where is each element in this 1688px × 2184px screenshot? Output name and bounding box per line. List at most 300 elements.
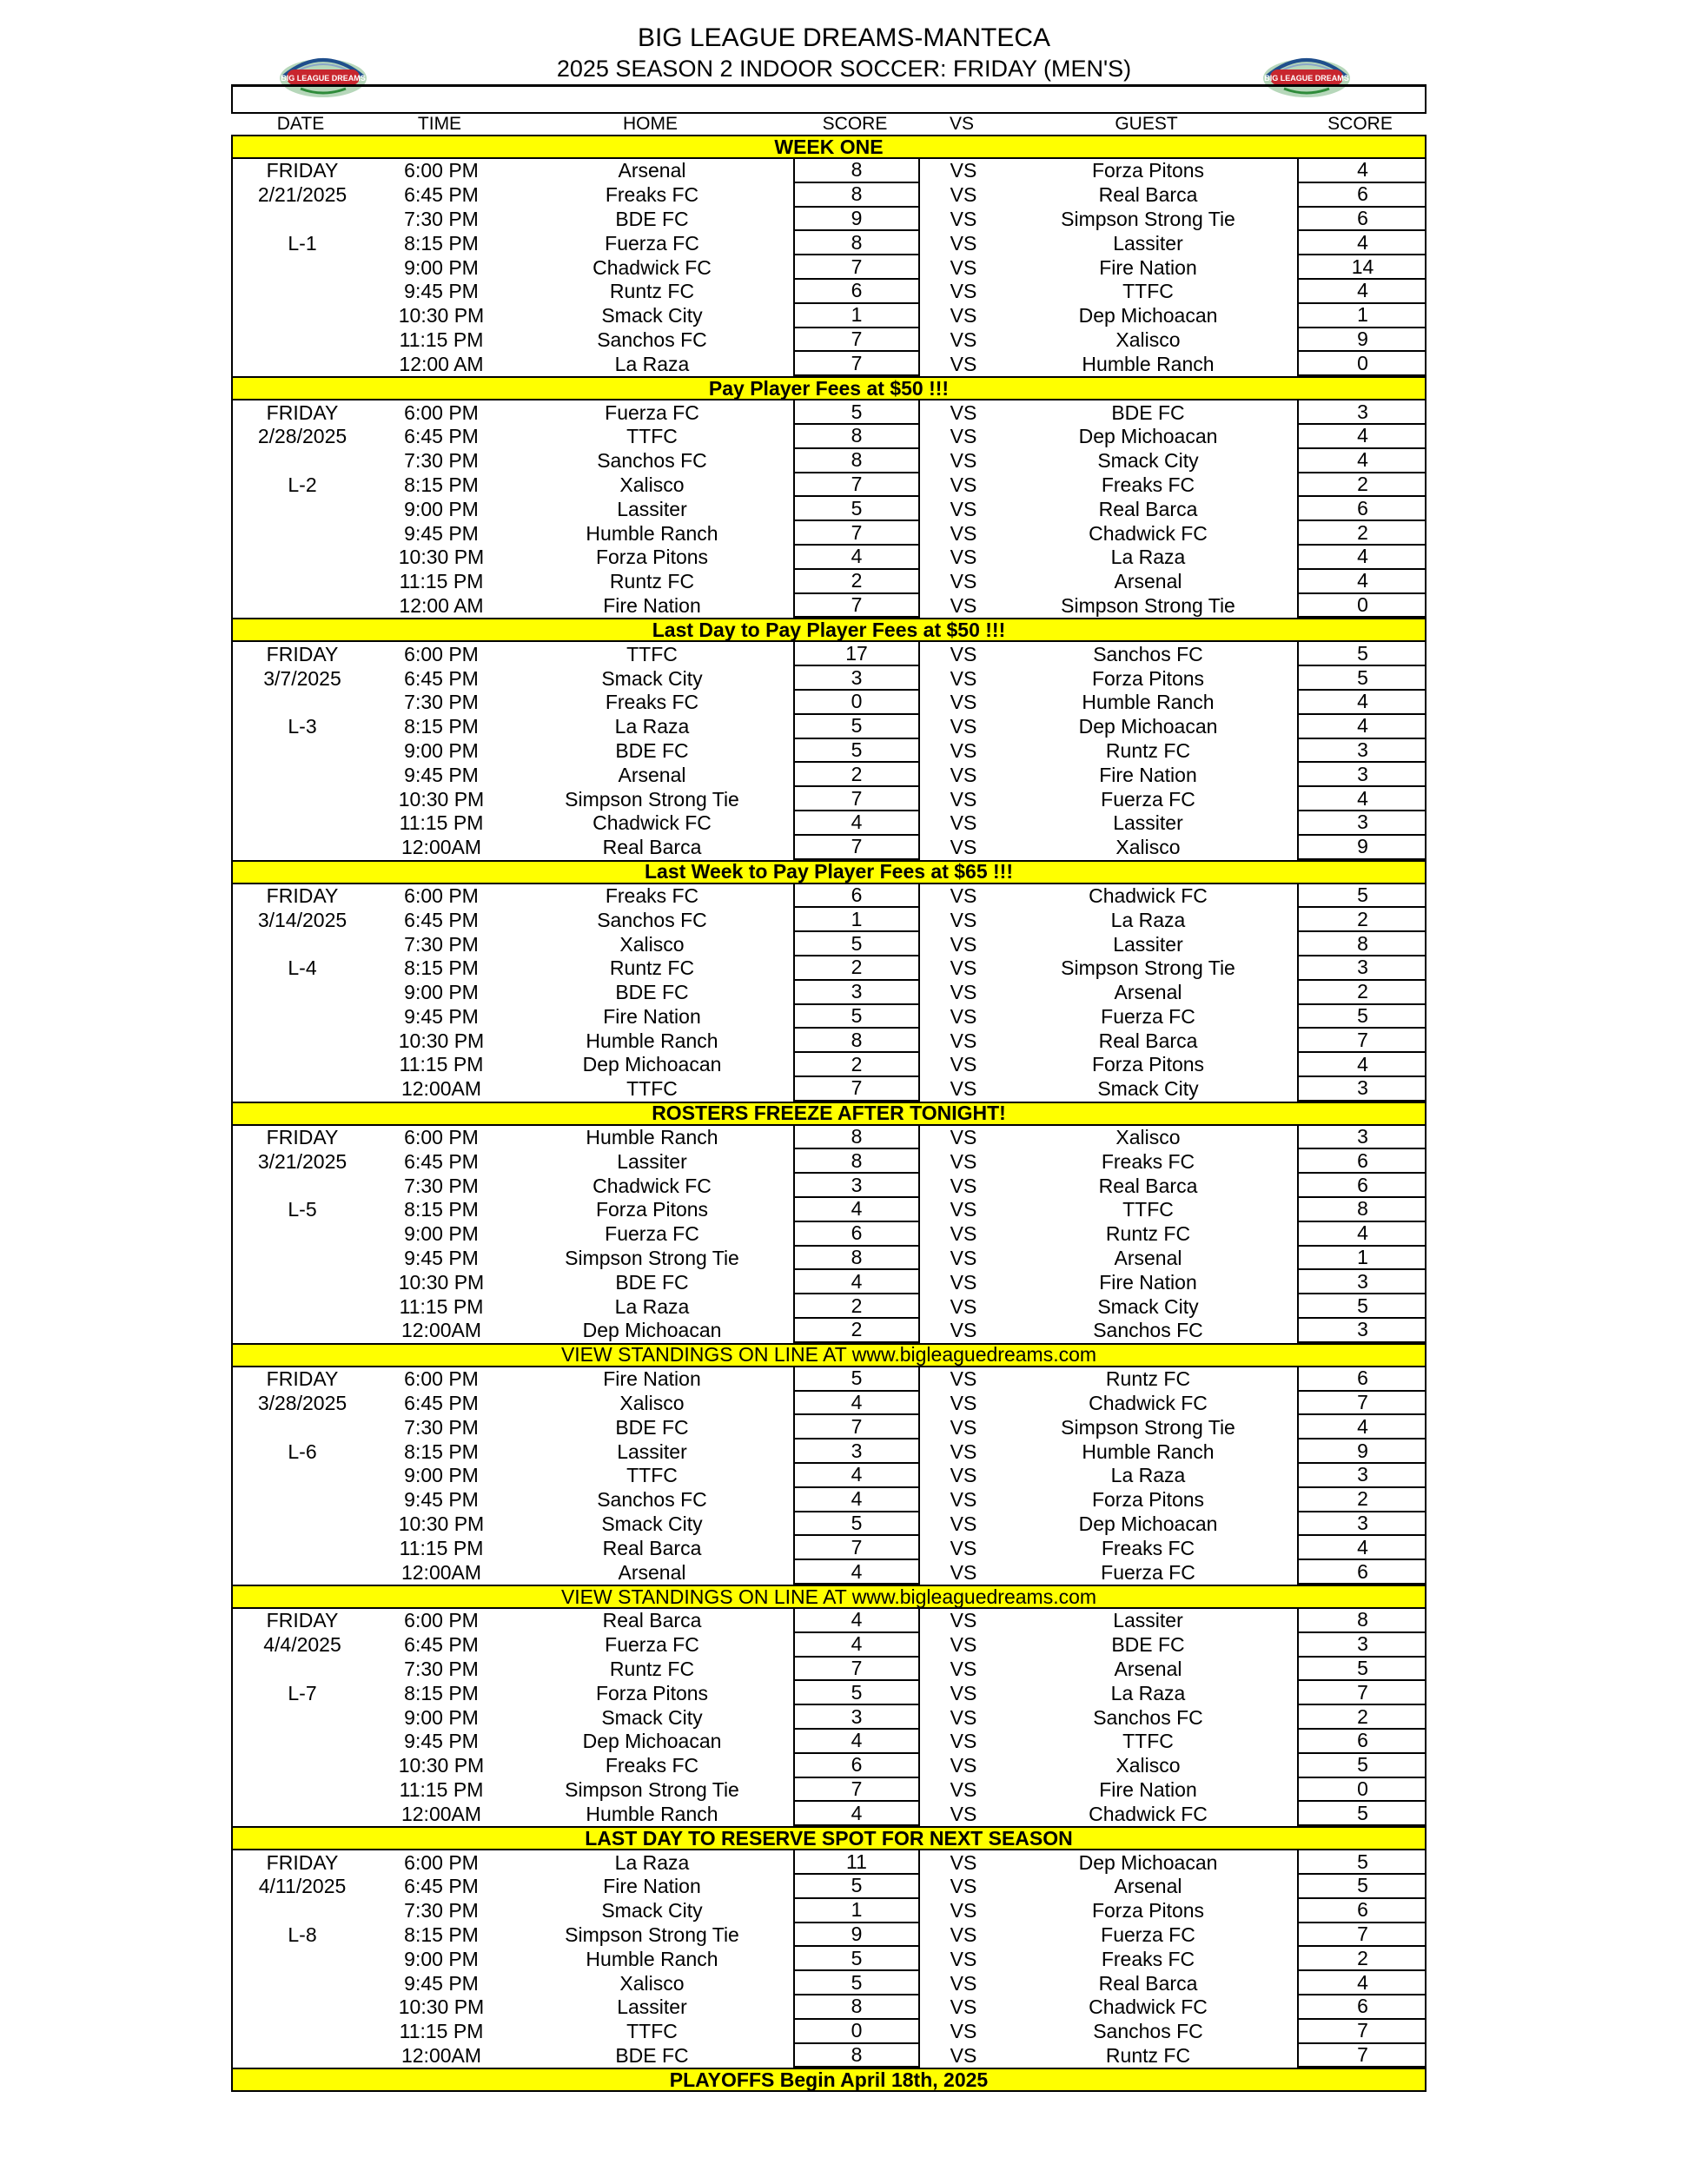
time-cell: 6:45 PM xyxy=(404,1392,479,1415)
guest-team-cell: Fuerza FC xyxy=(1101,1923,1195,1946)
date-cell xyxy=(233,1247,372,1271)
guest-team-cell: Simpson Strong Tie xyxy=(1061,593,1235,617)
guest-score-cell: 2 xyxy=(1297,1947,1427,1971)
time-cell: 6:45 PM xyxy=(404,1149,479,1173)
vs-cell: VS xyxy=(950,183,977,207)
guest-team-cell: Xalisco xyxy=(1115,1126,1181,1149)
time-cell: 12:00AM xyxy=(400,1802,482,1825)
home-score-cell: 5 xyxy=(793,1875,920,1899)
home-score-cell: 2 xyxy=(793,1053,920,1077)
home-team-cell: Humble Ranch xyxy=(586,1947,718,1970)
guest-score-cell: 7 xyxy=(1297,1681,1427,1705)
guest-team-cell: Dep Michoacan xyxy=(1078,304,1218,328)
time-cell: 7:30 PM xyxy=(404,1174,479,1197)
guest-team-cell: Real Barca xyxy=(1098,183,1198,207)
time-cell: 10:30 PM xyxy=(398,787,485,811)
home-score-cell: 2 xyxy=(793,570,920,594)
vs-cell: VS xyxy=(950,1174,977,1197)
home-team-cell: Simpson Strong Tie xyxy=(565,1778,739,1801)
guest-team-cell: Forza Pitons xyxy=(1091,1053,1205,1076)
guest-score-cell: 5 xyxy=(1297,1294,1427,1319)
date-cell xyxy=(233,570,372,594)
guest-score-cell: 6 xyxy=(1297,497,1427,521)
home-score-cell: 8 xyxy=(793,449,920,473)
date-cell xyxy=(233,1947,372,1971)
game-row xyxy=(233,1319,1428,1343)
date-cell xyxy=(233,1512,372,1537)
vs-cell: VS xyxy=(950,280,977,303)
vs-cell: VS xyxy=(950,1464,977,1487)
date-cell xyxy=(233,1464,372,1488)
guest-team-cell: Lassiter xyxy=(1113,231,1183,255)
home-team-cell: Smack City xyxy=(601,1899,703,1923)
guest-score-cell: 4 xyxy=(1297,1971,1427,1995)
guest-team-cell: Humble Ranch xyxy=(1082,691,1215,714)
time-cell: 9:45 PM xyxy=(404,1004,479,1028)
home-score-cell: 11 xyxy=(793,1850,920,1875)
game-row xyxy=(233,1560,1428,1585)
date-cell xyxy=(233,1995,372,2020)
home-score-cell: 0 xyxy=(793,691,920,715)
guest-score-cell: 1 xyxy=(1297,304,1427,328)
guest-score-cell: 2 xyxy=(1297,1705,1427,1730)
game-row xyxy=(233,1247,1428,1271)
section-banner: Last Week to Pay Player Fees at $65 !!! xyxy=(231,860,1427,884)
svg-text:BIG LEAGUE DREAMS: BIG LEAGUE DREAMS xyxy=(281,74,366,83)
guest-score-cell: 14 xyxy=(1297,255,1427,280)
game-row xyxy=(233,570,1428,594)
home-score-cell: 4 xyxy=(793,811,920,836)
vs-cell: VS xyxy=(950,1270,977,1294)
game-row xyxy=(233,1754,1428,1778)
vs-cell: VS xyxy=(950,738,977,762)
game-row xyxy=(233,1730,1428,1754)
home-score-cell: 2 xyxy=(793,956,920,981)
vs-cell: VS xyxy=(950,1754,977,1777)
time-cell: 6:45 PM xyxy=(404,666,479,690)
guest-team-cell: BDE FC xyxy=(1111,1633,1185,1657)
guest-score-cell: 6 xyxy=(1297,1174,1427,1198)
vs-cell: VS xyxy=(950,787,977,811)
guest-team-cell: Dep Michoacan xyxy=(1078,425,1218,448)
guest-team-cell: Fire Nation xyxy=(1099,1778,1197,1801)
date-cell: 3/21/2025 xyxy=(257,1149,348,1173)
guest-team-cell: Smack City xyxy=(1097,1294,1199,1318)
time-cell: 6:00 PM xyxy=(404,884,479,907)
time-cell: 6:00 PM xyxy=(404,1850,479,1874)
home-team-cell: Chadwick FC xyxy=(592,1174,712,1197)
home-team-cell: Arsenal xyxy=(618,1560,686,1584)
date-cell: 2/21/2025 xyxy=(257,183,348,207)
time-cell: 11:15 PM xyxy=(399,1778,484,1801)
home-team-cell: Forza Pitons xyxy=(595,1681,709,1704)
home-score-cell: 9 xyxy=(793,1923,920,1948)
guest-score-cell: 0 xyxy=(1297,352,1427,376)
game-row xyxy=(233,449,1428,473)
game-row xyxy=(233,715,1428,739)
guest-team-cell: Simpson Strong Tie xyxy=(1061,207,1235,230)
home-score-cell: 7 xyxy=(793,1536,920,1560)
week-block xyxy=(231,1609,1427,1826)
time-cell: 12:00 AM xyxy=(399,593,484,617)
col-guest-score: SCORE xyxy=(1327,114,1393,134)
game-row xyxy=(233,1149,1428,1174)
time-cell: 9:00 PM xyxy=(404,1464,479,1487)
guest-team-cell: Xalisco xyxy=(1115,1754,1181,1777)
date-cell xyxy=(233,1536,372,1560)
home-score-cell: 1 xyxy=(793,908,920,932)
home-score-cell: 2 xyxy=(793,1294,920,1319)
home-score-cell: 7 xyxy=(793,473,920,498)
vs-cell: VS xyxy=(950,981,977,1004)
date-cell: FRIDAY xyxy=(266,1126,339,1149)
vs-cell: VS xyxy=(950,1971,977,1995)
time-cell: 6:00 PM xyxy=(404,1126,479,1149)
guest-score-cell: 3 xyxy=(1297,1512,1427,1537)
time-cell: 9:00 PM xyxy=(404,1705,479,1729)
game-row xyxy=(233,691,1428,715)
home-team-cell: Runtz FC xyxy=(609,280,695,303)
time-cell: 9:45 PM xyxy=(404,763,479,786)
guest-score-cell: 4 xyxy=(1297,570,1427,594)
time-cell: 8:15 PM xyxy=(404,1681,479,1704)
vs-cell: VS xyxy=(950,328,977,351)
date-cell xyxy=(233,449,372,473)
home-score-cell: 0 xyxy=(793,2020,920,2044)
time-cell: 11:15 PM xyxy=(399,1053,484,1076)
guest-team-cell: Freaks FC xyxy=(1101,1947,1195,1970)
guest-team-cell: Xalisco xyxy=(1115,836,1181,859)
home-score-cell: 6 xyxy=(793,1222,920,1247)
home-score-cell: 5 xyxy=(793,739,920,764)
week-block xyxy=(231,1367,1427,1585)
guest-score-cell: 3 xyxy=(1297,1319,1427,1343)
guest-score-cell: 7 xyxy=(1297,1923,1427,1948)
game-row xyxy=(233,1705,1428,1730)
game-row xyxy=(233,884,1428,909)
guest-team-cell: Xalisco xyxy=(1115,328,1181,351)
time-cell: 9:45 PM xyxy=(404,1488,479,1512)
guest-score-cell: 4 xyxy=(1297,1536,1427,1560)
guest-team-cell: TTFC xyxy=(1122,280,1174,303)
date-cell: FRIDAY xyxy=(266,159,339,182)
guest-team-cell: Fuerza FC xyxy=(1101,1004,1195,1028)
home-score-cell: 7 xyxy=(793,1658,920,1682)
guest-team-cell: Smack City xyxy=(1097,1077,1199,1101)
home-team-cell: TTFC xyxy=(626,642,678,665)
guest-team-cell: Freaks FC xyxy=(1101,473,1195,496)
vs-cell: VS xyxy=(950,642,977,665)
time-cell: 9:45 PM xyxy=(404,1971,479,1995)
col-home: HOME xyxy=(623,114,678,134)
guest-team-cell: Smack City xyxy=(1097,449,1199,473)
home-team-cell: Real Barca xyxy=(602,1609,702,1632)
home-team-cell: Humble Ranch xyxy=(586,1029,718,1052)
guest-team-cell: Simpson Strong Tie xyxy=(1061,1415,1235,1439)
home-team-cell: Smack City xyxy=(601,1512,703,1536)
game-row xyxy=(233,642,1428,666)
home-team-cell: Forza Pitons xyxy=(595,1198,709,1221)
guest-score-cell: 7 xyxy=(1297,1392,1427,1416)
date-cell xyxy=(233,304,372,328)
blank-row xyxy=(231,87,1427,114)
guest-team-cell: Chadwick FC xyxy=(1089,1802,1208,1825)
game-row xyxy=(233,1053,1428,1077)
time-cell: 9:45 PM xyxy=(404,280,479,303)
date-cell xyxy=(233,2044,372,2068)
date-cell xyxy=(233,352,372,376)
guest-team-cell: La Raza xyxy=(1110,1464,1186,1487)
date-cell xyxy=(233,1029,372,1053)
home-score-cell: 8 xyxy=(793,425,920,449)
time-cell: 11:15 PM xyxy=(399,2020,484,2043)
section-banner: VIEW STANDINGS ON LINE AT www.bigleaguedreams.com xyxy=(231,1585,1427,1609)
guest-score-cell: 5 xyxy=(1297,1658,1427,1682)
vs-cell: VS xyxy=(950,546,977,569)
guest-score-cell: 3 xyxy=(1297,739,1427,764)
game-row xyxy=(233,425,1428,449)
home-team-cell: TTFC xyxy=(626,425,678,448)
guest-team-cell: Runtz FC xyxy=(1105,2043,1191,2067)
col-vs: VS xyxy=(949,114,974,134)
guest-score-cell: 7 xyxy=(1297,2044,1427,2068)
guest-team-cell: Forza Pitons xyxy=(1091,666,1205,690)
time-cell: 11:15 PM xyxy=(399,570,484,593)
home-score-cell: 4 xyxy=(793,1730,920,1754)
home-score-cell: 4 xyxy=(793,1488,920,1512)
vs-cell: VS xyxy=(950,1512,977,1536)
game-row xyxy=(233,1633,1428,1658)
guest-team-cell: Dep Michoacan xyxy=(1078,1512,1218,1536)
vs-cell: VS xyxy=(950,1730,977,1753)
home-team-cell: Fire Nation xyxy=(603,1004,701,1028)
guest-score-cell: 3 xyxy=(1297,1077,1427,1102)
vs-cell: VS xyxy=(950,691,977,714)
time-cell: 9:45 PM xyxy=(404,1730,479,1753)
guest-score-cell: 5 xyxy=(1297,642,1427,666)
vs-cell: VS xyxy=(950,207,977,230)
guest-team-cell: Runtz FC xyxy=(1105,1367,1191,1391)
game-row xyxy=(233,1802,1428,1826)
home-team-cell: Dep Michoacan xyxy=(582,1319,722,1342)
game-row xyxy=(233,981,1428,1005)
vs-cell: VS xyxy=(950,1392,977,1415)
game-row xyxy=(233,787,1428,811)
home-team-cell: Xalisco xyxy=(619,932,685,956)
home-team-cell: Lassiter xyxy=(617,1149,687,1173)
vs-cell: VS xyxy=(950,763,977,786)
time-cell: 7:30 PM xyxy=(404,691,479,714)
vs-cell: VS xyxy=(950,956,977,980)
guest-team-cell: BDE FC xyxy=(1111,400,1185,424)
game-row xyxy=(233,1270,1428,1294)
time-cell: 8:15 PM xyxy=(404,956,479,980)
home-team-cell: Smack City xyxy=(601,666,703,690)
home-score-cell: 9 xyxy=(793,208,920,232)
date-cell xyxy=(233,763,372,787)
guest-team-cell: Fuerza FC xyxy=(1101,1560,1195,1584)
guest-team-cell: Arsenal xyxy=(1114,1247,1182,1270)
home-team-cell: Freaks FC xyxy=(605,884,699,907)
time-cell: 10:30 PM xyxy=(398,304,485,328)
vs-cell: VS xyxy=(950,1923,977,1946)
date-cell: L-5 xyxy=(288,1198,317,1221)
game-row xyxy=(233,231,1428,255)
date-cell xyxy=(233,594,372,619)
guest-score-cell: 4 xyxy=(1297,425,1427,449)
home-team-cell: Sanchos FC xyxy=(597,328,707,351)
home-score-cell: 4 xyxy=(793,1560,920,1585)
time-cell: 10:30 PM xyxy=(398,1754,485,1777)
week-block xyxy=(231,400,1427,618)
vs-cell: VS xyxy=(950,521,977,545)
home-score-cell: 5 xyxy=(793,1971,920,1995)
date-cell: L-7 xyxy=(288,1681,317,1704)
week-block xyxy=(231,642,1427,859)
guest-team-cell: Real Barca xyxy=(1098,1971,1198,1995)
game-row xyxy=(233,1415,1428,1439)
guest-team-cell: La Raza xyxy=(1110,546,1186,569)
time-cell: 6:45 PM xyxy=(404,1875,479,1898)
vs-cell: VS xyxy=(950,1198,977,1221)
time-cell: 7:30 PM xyxy=(404,449,479,473)
guest-team-cell: Fuerza FC xyxy=(1101,787,1195,811)
date-cell xyxy=(233,328,372,353)
home-team-cell: Simpson Strong Tie xyxy=(565,1923,739,1946)
home-team-cell: Sanchos FC xyxy=(597,449,707,473)
date-cell: FRIDAY xyxy=(266,1609,339,1632)
guest-team-cell: Humble Ranch xyxy=(1082,352,1215,375)
guest-team-cell: Simpson Strong Tie xyxy=(1061,956,1235,980)
date-cell xyxy=(233,811,372,836)
guest-score-cell: 3 xyxy=(1297,1126,1427,1150)
home-team-cell: Freaks FC xyxy=(605,691,699,714)
time-cell: 10:30 PM xyxy=(398,1512,485,1536)
home-team-cell: Chadwick FC xyxy=(592,255,712,279)
vs-cell: VS xyxy=(950,352,977,375)
vs-cell: VS xyxy=(950,593,977,617)
home-team-cell: Sanchos FC xyxy=(597,908,707,931)
game-row xyxy=(233,521,1428,546)
guest-team-cell: Forza Pitons xyxy=(1091,1899,1205,1923)
vs-cell: VS xyxy=(950,1247,977,1270)
home-team-cell: La Raza xyxy=(614,352,690,375)
home-score-cell: 8 xyxy=(793,1149,920,1174)
vs-cell: VS xyxy=(950,1004,977,1028)
guest-score-cell: 3 xyxy=(1297,1270,1427,1294)
date-cell xyxy=(233,1802,372,1826)
home-team-cell: Dep Michoacan xyxy=(582,1730,722,1753)
guest-score-cell: 2 xyxy=(1297,908,1427,932)
date-cell xyxy=(233,1705,372,1730)
game-row xyxy=(233,1971,1428,1995)
vs-cell: VS xyxy=(950,1995,977,2019)
time-cell: 12:00AM xyxy=(400,2043,482,2067)
game-row xyxy=(233,1126,1428,1150)
home-team-cell: Fuerza FC xyxy=(605,400,699,424)
date-cell: L-2 xyxy=(288,473,317,496)
guest-team-cell: Freaks FC xyxy=(1101,1149,1195,1173)
vs-cell: VS xyxy=(950,1536,977,1559)
guest-team-cell: Lassiter xyxy=(1113,811,1183,835)
time-cell: 12:00AM xyxy=(400,1560,482,1584)
home-team-cell: BDE FC xyxy=(615,207,689,230)
vs-cell: VS xyxy=(950,570,977,593)
date-cell xyxy=(233,932,372,956)
time-cell: 7:30 PM xyxy=(404,932,479,956)
date-cell: FRIDAY xyxy=(266,400,339,424)
time-cell: 9:00 PM xyxy=(404,1222,479,1246)
guest-team-cell: Arsenal xyxy=(1114,1658,1182,1681)
time-cell: 11:15 PM xyxy=(399,811,484,835)
home-score-cell: 6 xyxy=(793,280,920,304)
game-row xyxy=(233,546,1428,570)
home-score-cell: 4 xyxy=(793,1609,920,1633)
home-team-cell: Fire Nation xyxy=(603,1367,701,1391)
guest-score-cell: 9 xyxy=(1297,836,1427,860)
home-score-cell: 8 xyxy=(793,1126,920,1150)
col-time: TIME xyxy=(417,114,462,134)
time-cell: 6:45 PM xyxy=(404,908,479,931)
page-title: BIG LEAGUE DREAMS-MANTECA xyxy=(637,23,1051,52)
home-team-cell: Humble Ranch xyxy=(586,521,718,545)
home-score-cell: 3 xyxy=(793,1174,920,1198)
vs-cell: VS xyxy=(950,715,977,738)
home-score-cell: 5 xyxy=(793,1367,920,1392)
date-cell xyxy=(233,521,372,546)
home-score-cell: 4 xyxy=(793,1464,920,1488)
vs-cell: VS xyxy=(950,1319,977,1342)
home-score-cell: 5 xyxy=(793,400,920,425)
date-cell: 4/11/2025 xyxy=(258,1875,347,1898)
game-row xyxy=(233,1923,1428,1948)
guest-score-cell: 5 xyxy=(1297,1850,1427,1875)
game-row xyxy=(233,1392,1428,1416)
vs-cell: VS xyxy=(950,884,977,907)
vs-cell: VS xyxy=(950,449,977,473)
game-row xyxy=(233,1077,1428,1102)
time-cell: 12:00AM xyxy=(400,1077,482,1101)
date-cell xyxy=(233,1488,372,1512)
guest-team-cell: Chadwick FC xyxy=(1089,1995,1208,2019)
game-row xyxy=(233,1464,1428,1488)
date-cell xyxy=(233,2020,372,2044)
guest-score-cell: 3 xyxy=(1297,1464,1427,1488)
home-team-cell: Fuerza FC xyxy=(605,1222,699,1246)
date-cell xyxy=(233,1174,372,1198)
guest-score-cell: 6 xyxy=(1297,1995,1427,2020)
home-score-cell: 4 xyxy=(793,1198,920,1222)
date-cell: 2/28/2025 xyxy=(257,425,348,448)
guest-team-cell: Freaks FC xyxy=(1101,1536,1195,1559)
game-row xyxy=(233,1609,1428,1633)
guest-score-cell: 9 xyxy=(1297,1439,1427,1464)
vs-cell: VS xyxy=(950,1222,977,1246)
game-row xyxy=(233,352,1428,376)
week-block xyxy=(231,1126,1427,1343)
guest-team-cell: La Raza xyxy=(1110,1681,1186,1704)
home-team-cell: Simpson Strong Tie xyxy=(565,1247,739,1270)
time-cell: 9:45 PM xyxy=(404,521,479,545)
vs-cell: VS xyxy=(950,1077,977,1101)
time-cell: 8:15 PM xyxy=(404,1439,479,1463)
vs-cell: VS xyxy=(950,1029,977,1052)
guest-score-cell: 4 xyxy=(1297,1415,1427,1439)
home-score-cell: 8 xyxy=(793,1995,920,2020)
home-score-cell: 5 xyxy=(793,1681,920,1705)
home-score-cell: 6 xyxy=(793,1754,920,1778)
date-cell xyxy=(233,1658,372,1682)
